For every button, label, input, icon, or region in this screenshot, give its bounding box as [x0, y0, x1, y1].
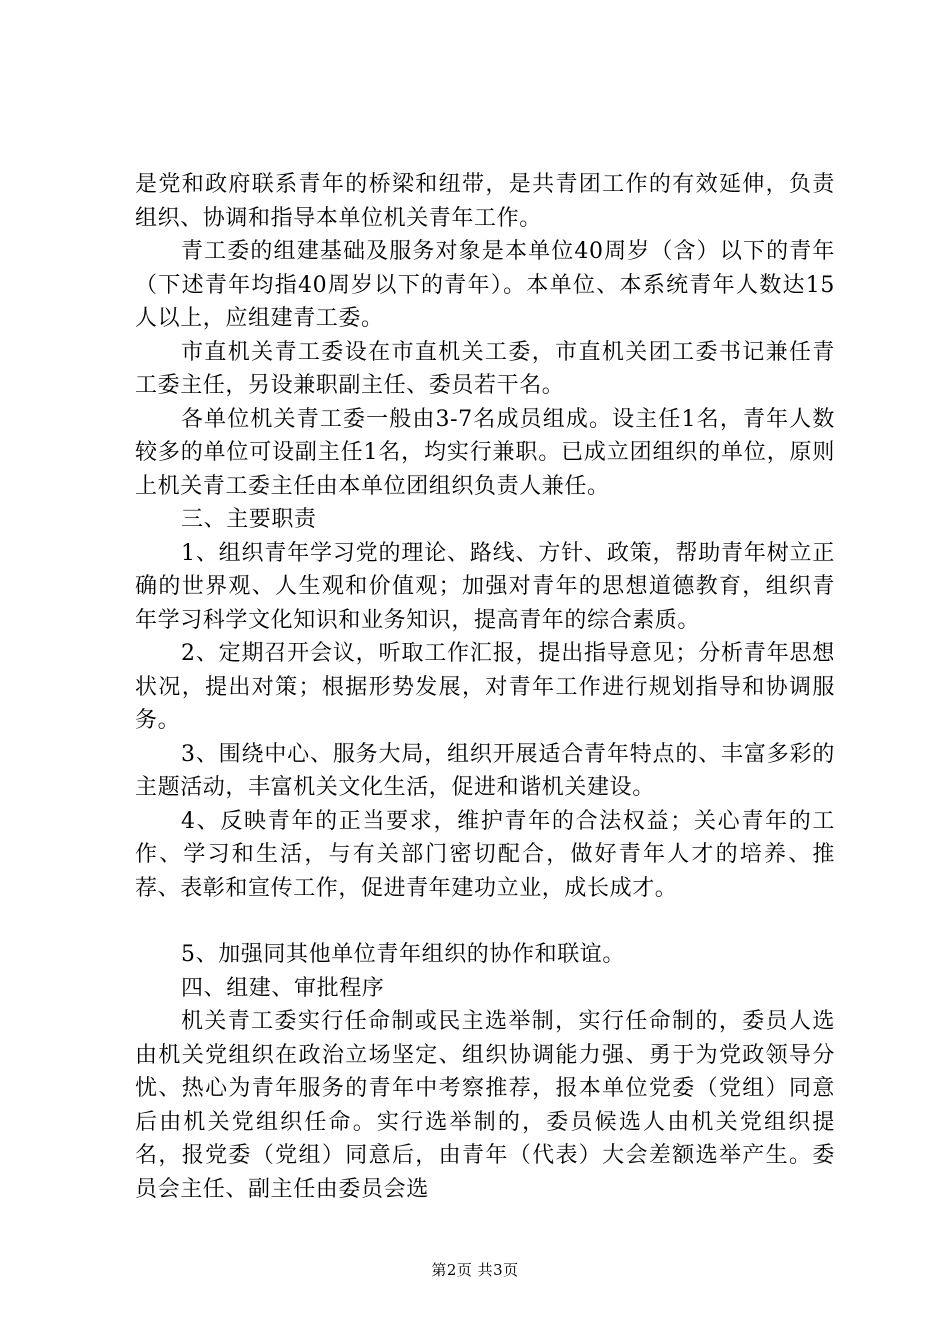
duty-item-1: 1、组织青年学习党的理论、路线、方针、政策，帮助青年树立正确的世界观、人生观和价值观；加强对青年的思想道德教育，组织青年学习科学文化知识和业务知识，提高青年的综合素质。 [135, 540, 835, 633]
section-heading-procedure: 四、组建、审批程序 [181, 975, 385, 1001]
paragraph-unit-composition: 各单位机关青工委一般由3-7名成员组成。设主任1名，青年人数较多的单位可设副主任1名，均实行兼职。已成立团组织的单位，原则上机关青工委主任由本单位团组织负责人兼任。 [135, 406, 835, 499]
paragraph-appointment-election: 机关青工委实行任命制或民主选举制，实行任命制的，委员人选由机关党组织在政治立场坚定、组织协调能力强、勇于为党政领导分忧、热心为青年服务的青年中考察推荐，报本单位党委（党组）同意后由机关党组织任命。实行选举制的，委员候选人由机关党组织提名，报党委（党组）同意后，由青年（代表）大会差额选举产生。委员会主任、副主任由委员会选 [135, 1009, 835, 1202]
page-number-indicator: 第2页 共3页 [431, 1261, 519, 1279]
duty-item-4: 4、反映青年的正当要求，维护青年的合法权益；关心青年的工作、学习和生活，与有关部门密切配合，做好青年人才的培养、推荐、表彰和宣传工作，促进青年建功立业，成长成才。 [135, 808, 835, 901]
paragraph-continuation: 是党和政府联系青年的桥梁和纽带，是共青团工作的有效延伸，负责组织、协调和指导本单位机关青年工作。 [135, 172, 835, 231]
section-heading-duties: 三、主要职责 [181, 507, 317, 532]
duty-item-3: 3、围绕中心、服务大局，组织开展适合青年特点的、丰富多彩的主题活动，丰富机关文化生活，促进和谐机关建设。 [135, 741, 835, 800]
duty-item-5: 5、加强同其他单位青年组织的协作和联谊。 [181, 942, 625, 967]
duty-item-2: 2、定期召开会议，听取工作汇报，提出指导意见；分析青年思想状况，提出对策；根据形势发展，对青年工作进行规划指导和协调服务。 [135, 641, 835, 733]
page-footer [0, 1259, 950, 1280]
paragraph-city-committee: 市直机关青工委设在市直机关工委，市直机关团工委书记兼任青工委主任，另设兼职副主任、委员若干名。 [135, 339, 835, 398]
paragraph-service-scope: 青工委的组建基础及服务对象是本单位40周岁（含）以下的青年（下述青年均指40周岁以下的青年）。本单位、本系统青年人数达15人以上，应组建青工委。 [135, 239, 835, 331]
document-body [135, 168, 835, 1206]
